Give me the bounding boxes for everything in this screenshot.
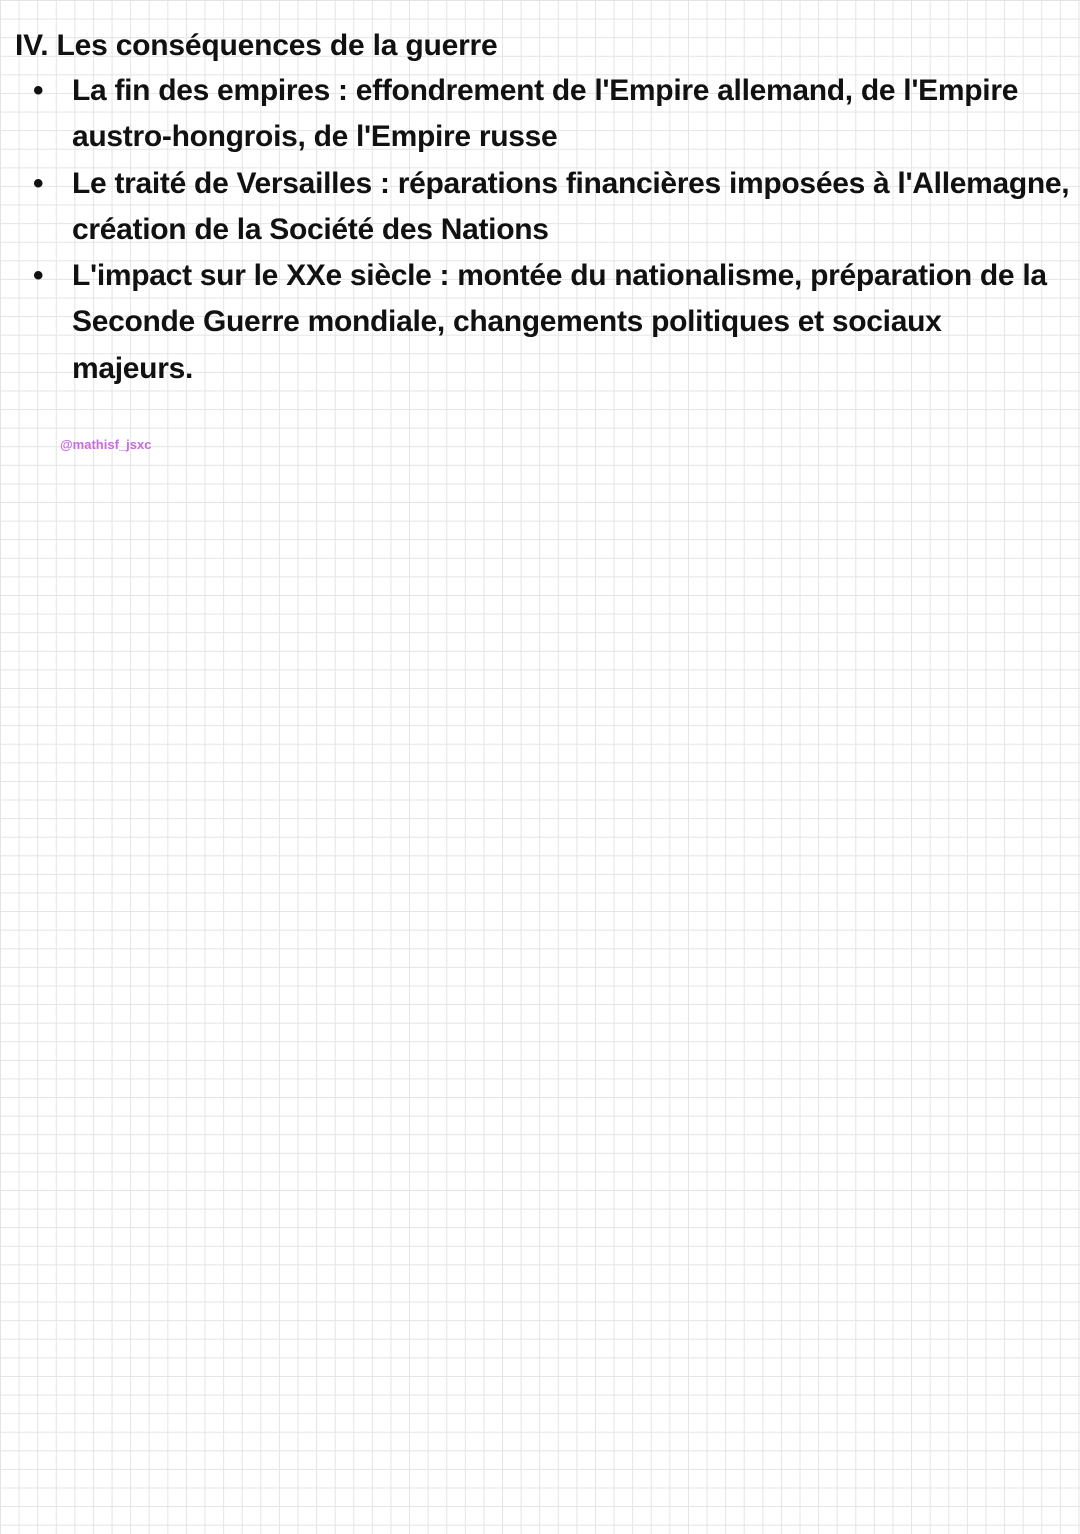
author-watermark: @mathisf_jsxc (60, 437, 152, 452)
section-title: IV. Les conséquences de la guerre (15, 29, 498, 62)
list-item-text: Le traité de Versailles : réparations financières imposées à l'Allemagne, création de la Société des Nations (72, 166, 1070, 246)
bullet-icon: • (33, 259, 44, 293)
bullet-icon: • (33, 166, 44, 200)
list-item (30, 253, 1070, 392)
list-item-text: La fin des empires : effondrement de l'Empire allemand, de l'Empire austro-hongrois, de l'Empire russe (72, 74, 1019, 154)
list-item (30, 161, 1070, 254)
list-item (30, 68, 1070, 161)
list-item-text: L'impact sur le XXe siècle : montée du nationalisme, préparation de la Seconde Guerre mondiale, changements politiques et sociaux majeurs. (72, 259, 1047, 385)
consequences-list (30, 68, 1070, 392)
bullet-icon: • (33, 74, 44, 107)
